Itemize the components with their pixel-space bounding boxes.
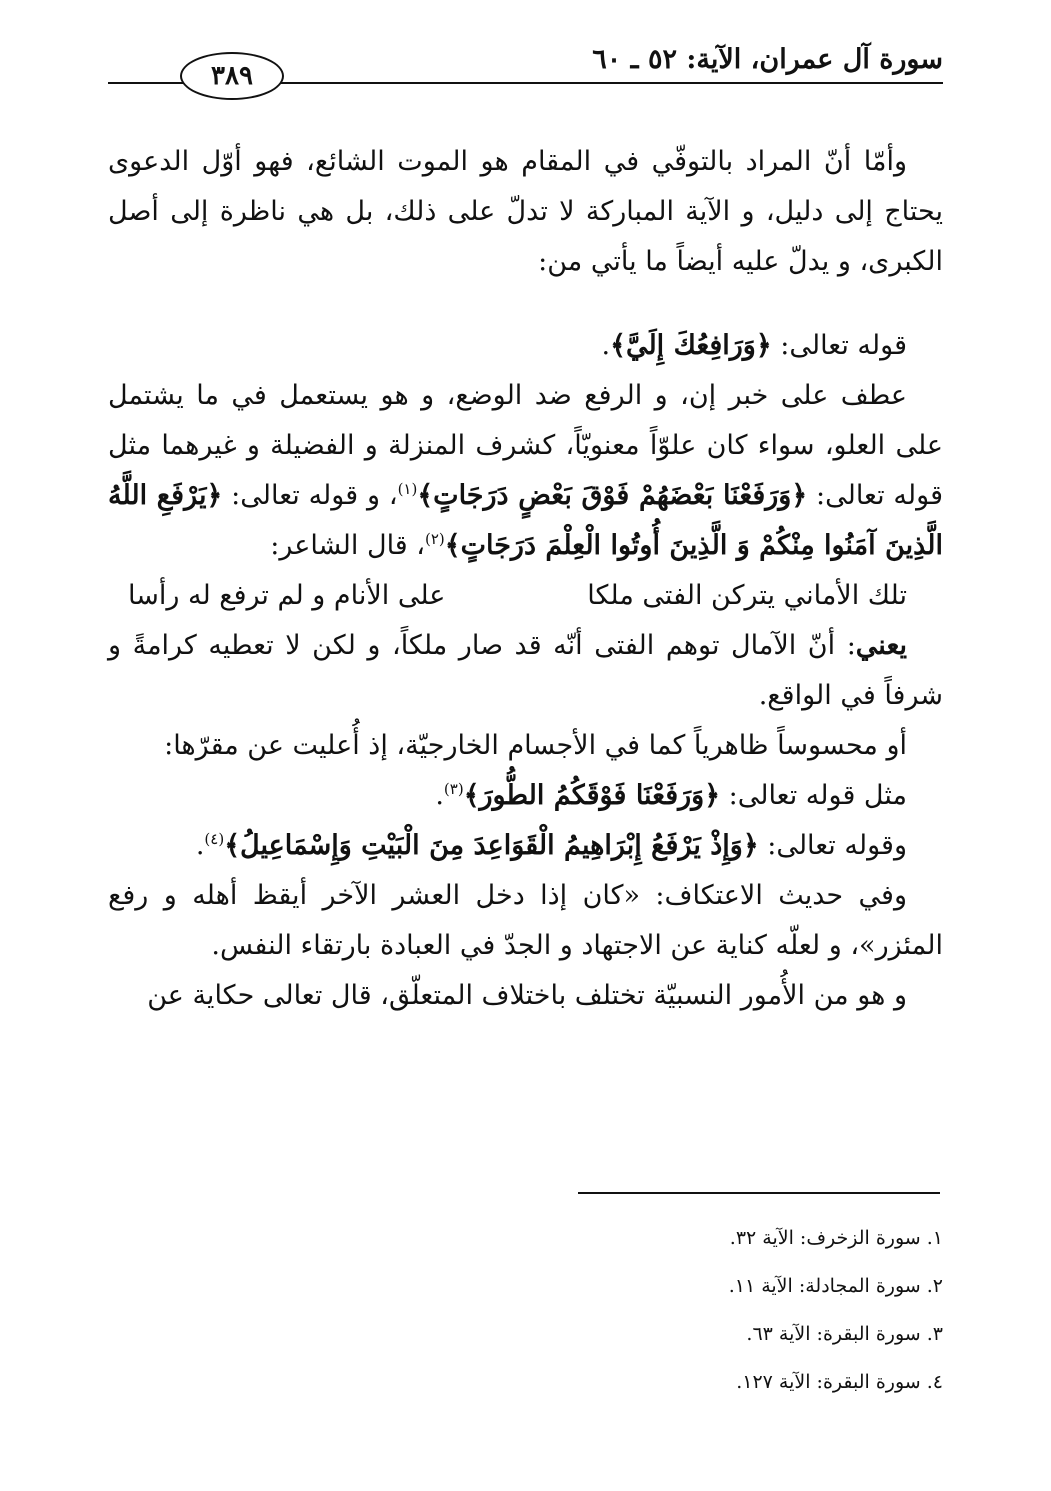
text: . xyxy=(601,330,611,361)
page-header xyxy=(108,40,943,91)
text: . xyxy=(435,780,444,811)
paragraph-6 xyxy=(108,771,943,821)
paragraph-1: وأمّا أنّ المراد بالتوفّي في المقام هو الموت الشائع، فهو أوّل الدعوى يحتاج إلى دليل، و الآية المباركة لا تدلّ على ذلك، بل هي ناظرة إلى أصل الكبرى، و يدلّ عليه أيضاً ما يأتي من: xyxy=(108,146,943,277)
paragraph-gap xyxy=(108,287,943,321)
text: عطف على خبر إن، و الرفع ضد الوضع، و هو يستعمل في ما يشتمل على العلو، سواء كان علوّاً معنويّاً، كشرف المنزلة و الفضيلة و غيرهما مثل قوله تعالى: xyxy=(108,380,943,511)
footnote-4: ٤. سورة البقرة: الآية ١٢٧. xyxy=(736,1371,943,1393)
quran-verse: ﴿وَرَافِعُكَ إِلَيَّ﴾ xyxy=(610,330,772,361)
poetry-verse xyxy=(108,571,943,621)
paragraph-8: وفي حديث الاعتكاف: «كان إذا دخل العشر الآخر أيقظ أهله و رفع المئزر»، و لعلّه كناية عن الاجتهاد و الجدّ في العبادة بارتقاء النفس. xyxy=(108,880,943,961)
main-text xyxy=(108,137,943,1021)
bold-term: يعني xyxy=(855,630,907,661)
footnote-ref: (٢) xyxy=(425,530,445,548)
verse-second-hemistich: على الأنام و لم ترفع له رأسا xyxy=(128,580,446,611)
footnote-ref: (١) xyxy=(397,480,418,498)
text: ، و قوله تعالى: xyxy=(222,480,398,511)
footnote-2: ٢. سورة المجادلة: الآية ١١. xyxy=(728,1275,943,1297)
quran-verse: ﴿وَإِذْ يَرْفَعُ إِبْرَاهِيمُ الْقَوَاعِدَ مِنَ الْبَيْتِ وَإِسْمَاعِيلُ﴾ xyxy=(224,830,759,861)
paragraph-7 xyxy=(108,821,943,871)
paragraph-5: أو محسوساً ظاهرياً كما في الأجسام الخارجيّة، إذ أُعليت عن مقرّها: xyxy=(164,730,907,761)
paragraph-2 xyxy=(108,321,943,371)
text: : أنّ الآمال توهم الفتى أنّه قد صار ملكاً، و لكن لا تعطيه كرامةً و شرفاً في الواقع. xyxy=(108,630,943,711)
text: وقوله تعالى: xyxy=(758,830,907,861)
footnote-ref: (٣) xyxy=(443,780,464,798)
footnotes xyxy=(108,1214,943,1406)
text: مثل قوله تعالى: xyxy=(720,780,907,811)
paragraph-3 xyxy=(108,371,943,571)
text: . xyxy=(195,830,205,861)
text: ، قال الشاعر: xyxy=(270,530,425,561)
page-number: ٣٨٩ xyxy=(180,52,284,100)
running-title: سورة آل عمران، الآية: ٥٢ ـ ٦٠ xyxy=(592,44,943,75)
quran-verse: ﴿يَرْفَعِ اللَّهُ الَّذِينَ آمَنُوا مِنْكُمْ وَ الَّذِينَ أُوتُوا الْعِلْمَ دَرَجَاتٍ﴾ xyxy=(108,480,943,561)
verse-first-hemistich: تلك الأماني يتركن الفتى ملكا xyxy=(587,580,907,611)
paragraph-4 xyxy=(108,621,943,721)
text: قوله تعالى: xyxy=(771,330,907,361)
paragraph-9: و هو من الأُمور النسبيّة تختلف باختلاف المتعلّق، قال تعالى حكاية عن xyxy=(147,980,907,1011)
footnote-1: ١. سورة الزخرف: الآية ٣٢. xyxy=(729,1227,943,1249)
quran-verse: ﴿وَرَفَعْنَا فَوْقَكُمُ الطُّورَ﴾ xyxy=(463,780,721,811)
quran-verse: ﴿وَرَفَعْنَا بَعْضَهُمْ فَوْقَ بَعْضٍ دَرَجَاتٍ﴾ xyxy=(417,480,808,511)
footnote-rule xyxy=(578,1192,940,1194)
footnote-3: ٣. سورة البقرة: الآية ٦٣. xyxy=(746,1323,943,1345)
footnote-ref: (٤) xyxy=(204,830,225,848)
